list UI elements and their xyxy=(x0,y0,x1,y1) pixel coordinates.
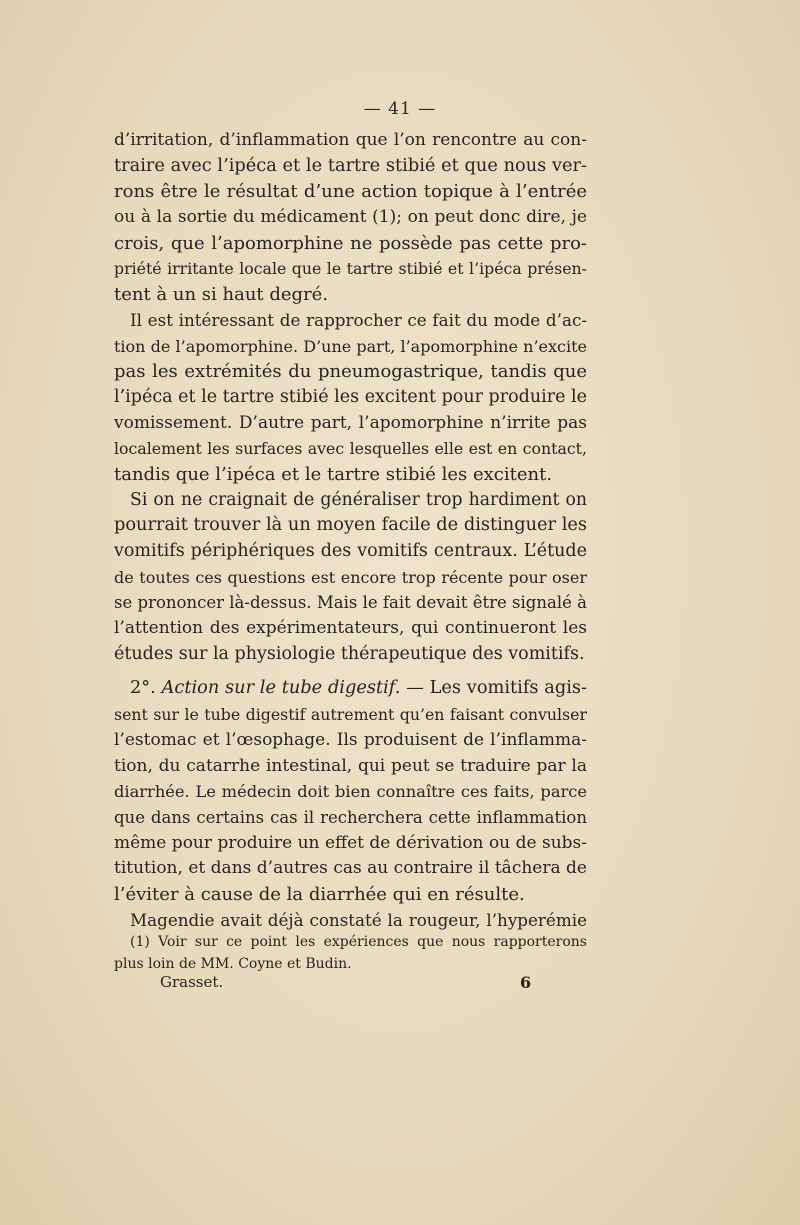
text-line: tent à un si haut degré. xyxy=(114,284,329,306)
text-line: Il est intéressant de rapprocher ce fait du mode d’ac- xyxy=(130,309,587,330)
body-text xyxy=(114,128,587,933)
text-line: rons être le résultat d’une action topique à l’entrée xyxy=(114,181,587,203)
text-line: traire avec l’ipéca et le tartre stibié et que nous ver- xyxy=(114,155,587,176)
text-line: l’attention des expérimentateurs, qui continueront les xyxy=(114,618,587,639)
section-number: 2°. xyxy=(130,678,162,699)
text-line: tion, du catarrhe intestinal, qui peut se traduire par la xyxy=(114,755,587,776)
text-line: vomissement. D’autre part, l’apomorphine n’irrite pas xyxy=(114,412,587,433)
text-line: tion de l’apomorphine. D’une part, l’apomorphine n’excite xyxy=(114,336,587,356)
text-line: diarrhée. Le médecin doit bien connaître ces faits, parce xyxy=(114,782,587,802)
signature-mark: Grasset. xyxy=(160,973,224,991)
text-line: l’éviter à cause de la diarrhée qui en résulte. xyxy=(114,883,525,905)
text-line: se prononcer là-dessus. Mais le fait devait être signalé à xyxy=(114,593,587,613)
text-line: priété irritante locale que le tartre stibié et l’ipéca présen- xyxy=(114,259,587,279)
text-line: pourrait trouver là un moyen facile de distinguer les xyxy=(114,515,587,536)
text-line: crois, que l’apomorphine ne possède pas cette pro- xyxy=(114,232,587,254)
text-line: d’irritation, d’inflammation que l’on rencontre au con- xyxy=(114,130,587,150)
text-line: études sur la physiologie thérapeutique des vomitifs. xyxy=(114,643,585,664)
text-line: l’ipéca et le tartre stibié les excitent pour produire le xyxy=(114,386,587,407)
text-line: titution, et dans d’autres cas au contraire il tâchera de xyxy=(114,858,587,879)
text-line: ou à la sortie du médicament (1); on peut donc dire, je xyxy=(114,207,587,228)
text-line: Si on ne craignait de généraliser trop hardiment on xyxy=(130,489,587,510)
text-line: l’estomac et l’œsophage. Ils produisent de l’inflamma- xyxy=(114,729,587,750)
text-line: pas les extrémités du pneumogastrique, tandis que xyxy=(114,361,587,383)
sheet-number: 6 xyxy=(520,973,532,992)
text-line: Magendie avait déjà constaté la rougeur, l’hyperémie xyxy=(130,909,587,930)
page-number: — 41 — xyxy=(363,99,437,119)
section-heading-line xyxy=(114,676,587,702)
text-line: sent sur le tube digestif autrement qu’en faisant convulser xyxy=(114,705,587,725)
footnote-line: plus loin de MM. Coyne et Budin. xyxy=(114,956,352,972)
text-line: localement les surfaces avec lesquelles elle est en contact, xyxy=(114,439,587,459)
text-line: même pour produire un effet de dérivation ou de subs- xyxy=(114,832,587,853)
text-line: de toutes ces questions est encore trop récente pour oser xyxy=(114,567,587,587)
footnote-line: (1) Voir sur ce point les expériences que nous rapporterons xyxy=(130,934,587,950)
text-line: vomitifs périphériques des vomitifs centraux. L’étude xyxy=(114,541,587,561)
text-run: — Les vomitifs agis- xyxy=(400,678,587,699)
section-title: Action sur le tube digestif. xyxy=(161,678,401,699)
text-line: tandis que l’ipéca et le tartre stibié les excitent. xyxy=(114,463,553,485)
text-line: que dans certains cas il recherchera cette inflammation xyxy=(114,807,587,827)
footnote xyxy=(114,931,587,975)
